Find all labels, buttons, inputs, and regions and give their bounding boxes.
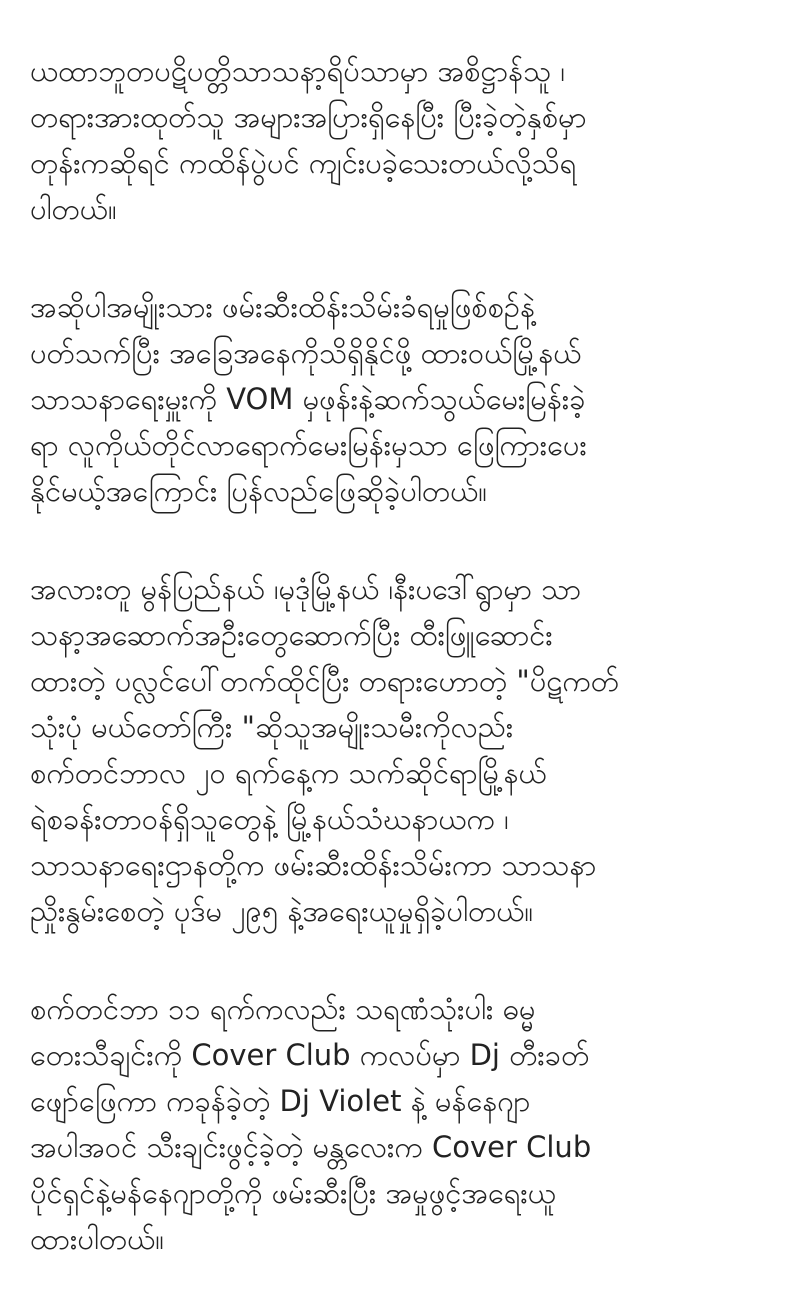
text-line: ရာ လူကိုယ်တိုင်လာရောက်မေးမြန်းမှသာ ဖြေကြားပေး <box>30 428 587 462</box>
text-line: အပါအဝင် သီးချင်းဖွင့်ခဲ့တဲ့ မန္တလေးက Cover Club <box>30 1130 592 1164</box>
text-line: သာသနာရေးမှူးကို VOM မှဖုန်းနဲ့ဆက်သွယ်မေးမြန်းခဲ့ <box>30 382 586 416</box>
paragraph-2 <box>30 284 775 514</box>
text-line: စက်တင်ဘာ ၁၁ ရက်ကလည်း သရဏံသုံးပါး ဓမ္မ <box>30 992 536 1026</box>
text-line: သနာ့အဆောက်အဦးတွေဆောက်ပြီး ထီးဖြူဆောင်း <box>30 618 553 652</box>
text-line: ဖျော်ဖြေကာ ကခုန်ခဲ့တဲ့ Dj Violet နဲ့ မန်နေဂျာ <box>30 1084 531 1118</box>
text-line: သုံးပုံ မယ်တော်ကြီး "ဆိုသူအမျိုးသမီးကိုလည်း <box>30 710 514 744</box>
text-line: ညှိုးနွမ်းစေတဲ့ ပုဒ်မ ၂၉၅ နဲ့အရေးယူမှုရှိခဲ့ပါတယ်။ <box>30 894 534 928</box>
text-line: ထားတဲ့ ပလ္လင်ပေါ်တက်ထိုင်ပြီး တရားဟောတဲ့ "ပိဋကတ် <box>30 664 619 698</box>
text-line: တရားအားထုတ်သူ အများအပြားရှိနေပြီး ပြီးခဲ့တဲ့နှစ်မှာ <box>30 100 587 134</box>
text-line: ရဲစခန်းတာဝန်ရှိသူတွေနဲ့ မြို့နယ်သံဃနာယက ၊ <box>30 802 509 836</box>
paragraph-4 <box>30 986 775 1262</box>
paragraph-3 <box>30 566 775 934</box>
text-line: အဆိုပါအမျိုးသား ဖမ်းဆီးထိန်းသိမ်းခံရမှုဖြစ်စဥ်နဲ့ <box>30 290 536 324</box>
text-line: ပတ်သက်ပြီး အခြေအနေကိုသိရှိနိုင်ဖို့ ထားဝယ်မြို့နယ် <box>30 336 582 370</box>
text-line: နိုင်မယ့်အကြောင်း ပြန်လည်ဖြေဆိုခဲ့ပါတယ်။ <box>30 474 488 508</box>
text-line: ယထာဘူတပဋိပတ္တိသာသနာ့ရိပ်သာမှာ အစိဋ္ဌာန်သူ ၊ <box>30 54 565 88</box>
text-line: ပိုင်ရှင်နဲ့မန်နေဂျာတို့ကို ဖမ်းဆီးပြီး အမှုဖွင့်အရေးယူ <box>30 1176 556 1210</box>
text-line: တုန်းကဆိုရင် ကထိန်ပွဲပင် ကျင်းပခဲ့သေးတယ်လို့သိရ <box>30 146 577 180</box>
text-line: တေးသီချင်းကို Cover Club ကလပ်မှာ Dj တီးခတ် <box>30 1038 590 1072</box>
text-line: ပါတယ်။ <box>30 192 117 226</box>
article-body <box>30 48 775 1314</box>
text-line: ထားပါတယ်။ <box>30 1222 165 1256</box>
text-line: အလားတူ မွန်ပြည်နယ် ၊မုဒုံမြို့နယ် ၊နီးပဒေါ်ရွာမှာ သာ <box>30 572 582 606</box>
text-line: စက်တင်ဘာလ ၂၀ ရက်နေ့က သက်ဆိုင်ရာမြို့နယ် <box>30 756 547 790</box>
paragraph-1 <box>30 48 775 232</box>
text-line: သာသနာရေးဌာနတို့က ဖမ်းဆီးထိန်းသိမ်းကာ သာသနာ <box>30 848 597 882</box>
